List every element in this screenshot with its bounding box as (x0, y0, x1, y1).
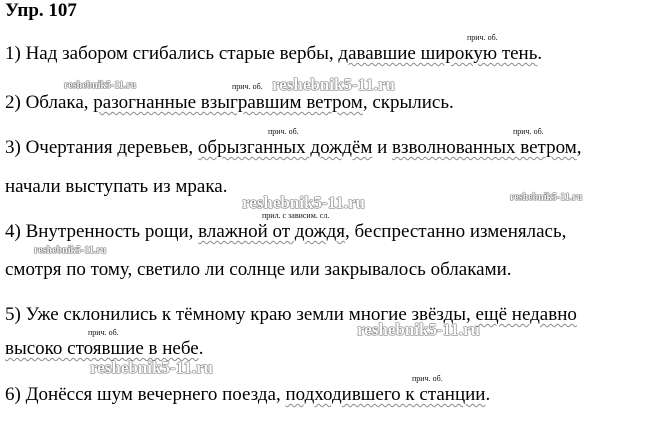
participial-phrase: ещё недавно (475, 304, 577, 325)
sentence-text: , беспрестанно изменялась, (345, 221, 567, 242)
participial-phrase: высоко стоявшие в небе (5, 338, 199, 359)
label-participle: прич. об. (412, 374, 443, 383)
sentence-text: 4) Внутренность рощи, (5, 221, 199, 242)
sentence-3-line-1 (5, 137, 582, 159)
sentence-text: , скрылись. (362, 92, 454, 113)
sentence-text: и (372, 137, 393, 158)
sentence-2 (5, 92, 454, 114)
label-participle: прич. об. (467, 33, 498, 42)
label-adjective-dependent: прил. с зависим. сл. (262, 211, 330, 220)
participial-phrase: дававшие широкую тень (338, 43, 538, 64)
sentence-5-line-2 (5, 338, 203, 360)
sentence-text: . (537, 43, 543, 64)
sentence-text: 1) Над забором сгибались старые вербы, (5, 43, 339, 64)
watermark: reshebnik5-11.ru (357, 320, 480, 339)
sentence-4-line-2: смотря по тому, светило ли солнце или закрывалось облаками. (5, 259, 512, 280)
watermark: reshebnik5-11.ru (510, 192, 583, 203)
sentence-text: , (576, 137, 582, 158)
sentence-text: . (485, 384, 491, 405)
adjective-phrase: влажной от дождя (198, 221, 346, 242)
sentence-4-line-1 (5, 221, 566, 243)
sentence-text: . (198, 338, 204, 359)
watermark: reshebnik5-11.ru (242, 193, 365, 212)
sentence-6 (5, 384, 490, 406)
watermark: reshebnik5-11.ru (34, 245, 107, 256)
sentence-3-line-2: начали выступать из мрака. (5, 176, 228, 197)
exercise-title: Упр. 107 (5, 0, 77, 21)
watermark: reshebnik5-11.ru (272, 75, 395, 94)
participial-phrase: обрызганных дождём (197, 137, 373, 158)
label-participle: прич. об. (513, 127, 544, 136)
sentence-5-line-1 (5, 304, 577, 326)
sentence-text: 6) Донёсся шум вечернего поезда, (5, 384, 286, 405)
label-participle: прич. об. (232, 82, 263, 91)
sentence-text: 3) Очертания деревьев, (5, 137, 198, 158)
label-participle: прич. об. (88, 328, 119, 337)
participial-phrase: разогнанные взыгравшим ветром (93, 92, 363, 113)
watermark: reshebnik5-11.ru (90, 358, 213, 377)
participial-phrase: подходившего к станции (285, 384, 486, 405)
participial-phrase: взволнованных ветром (392, 137, 577, 158)
sentence-1 (5, 43, 542, 65)
watermark: reshebnik5-11.ru (64, 80, 137, 91)
sentence-text: 2) Облака, (5, 92, 94, 113)
label-participle: прич. об. (268, 127, 299, 136)
sentence-text: 5) Уже склонились к тёмному краю земли многие звёзды, (5, 304, 476, 325)
